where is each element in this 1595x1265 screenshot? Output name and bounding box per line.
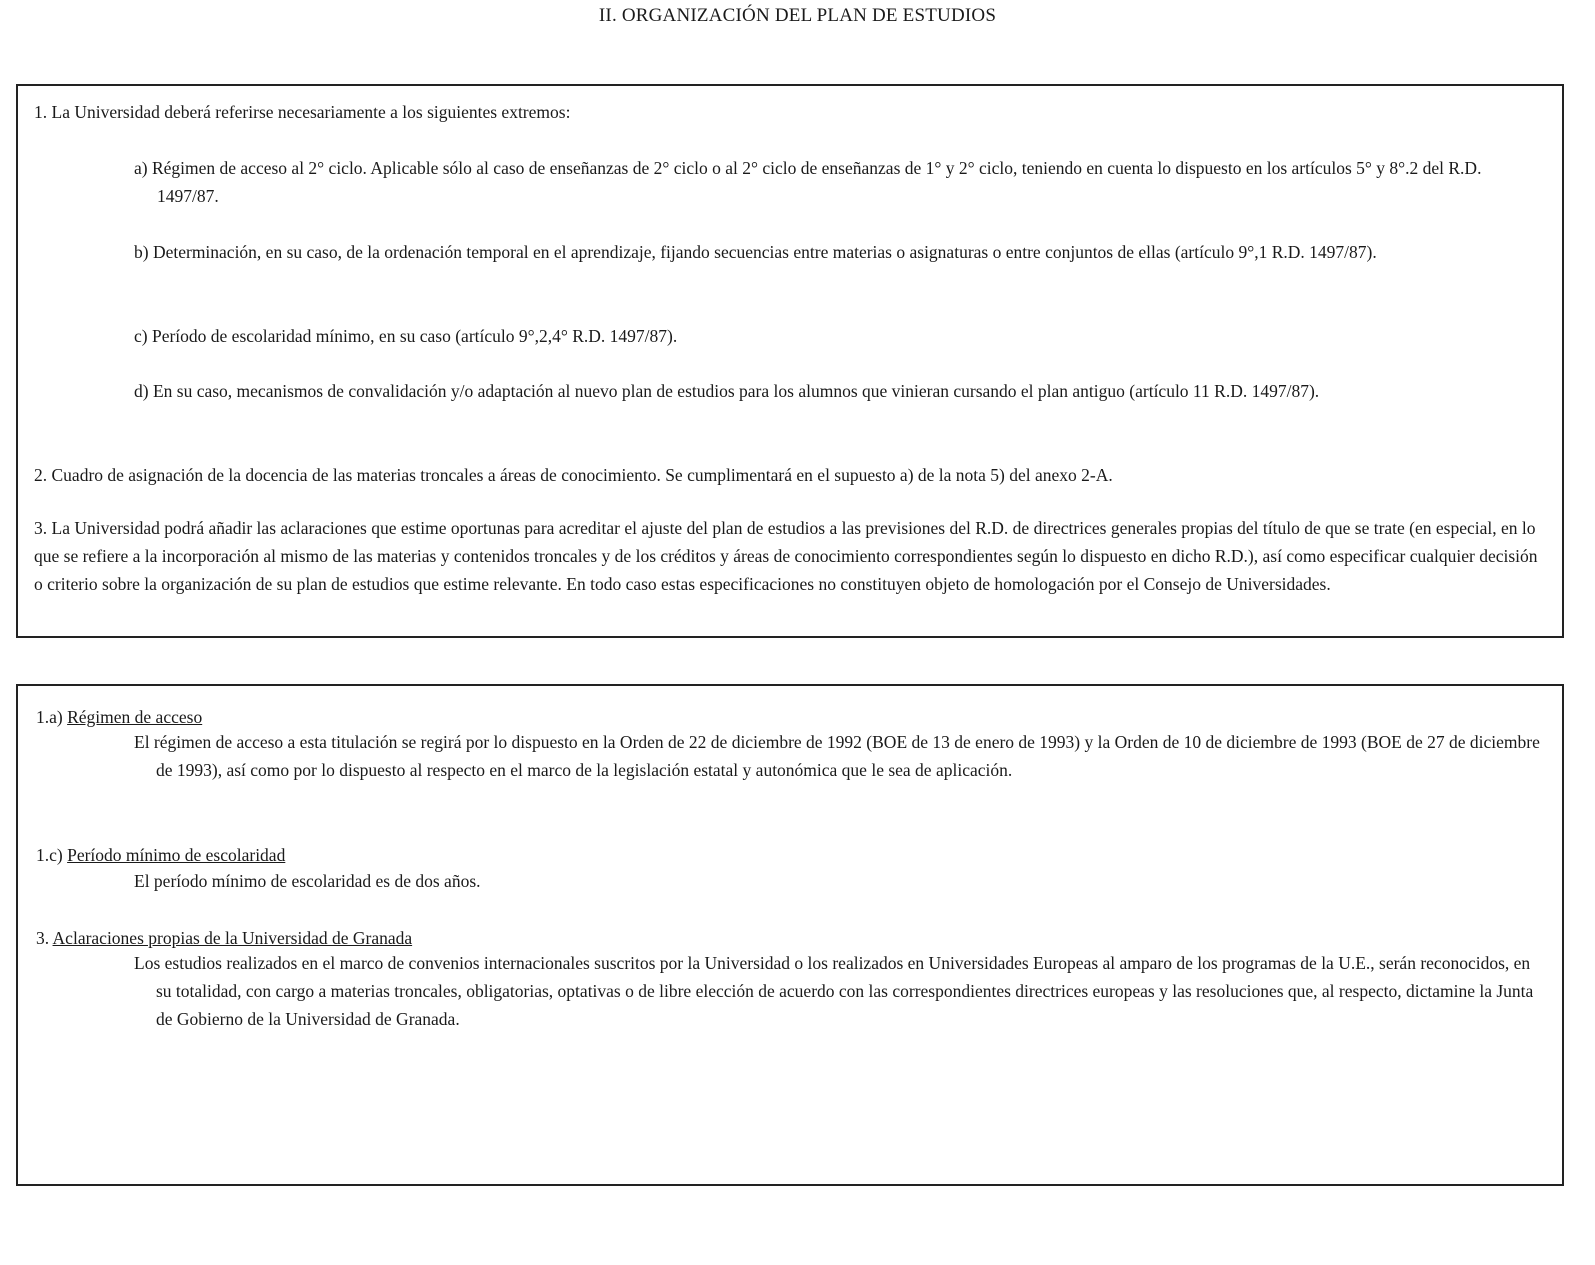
instruction-point-2: 2. Cuadro de asignación de la docencia de las materias troncales a áreas de conocimiento. Se cumplimentará en el supuesto a) de la nota 5) del anexo 2-A.	[34, 465, 1113, 485]
section-number: 3.	[36, 928, 50, 948]
section-title: Régimen de acceso	[67, 707, 203, 727]
section-number: 1.a)	[36, 707, 63, 727]
instructions-intro: 1. La Universidad deberá referirse necesariamente a los siguientes extremos:	[34, 102, 571, 122]
section-title: Período mínimo de escolaridad	[67, 845, 286, 865]
page-title: II. ORGANIZACIÓN DEL PLAN DE ESTUDIOS	[598, 5, 997, 26]
instruction-point-3: 3. La Universidad podrá añadir las aclaraciones que estime oportunas para acreditar el ajuste del plan de estudios a las previsiones del R.D. de directrices generales propias del título de que se trate (en especial, en lo que se refiere a la incorporación al mismo de las materias y contenidos troncales y de los créditos y áreas de conocimiento correspondientes según lo dispuesto en dicho R.D.), así como especificar cualquier decisión o criterio sobre la organización de su plan de estudios que estime relevante. En todo caso estas especificaciones no constituyen objeto de homologación por el Consejo de Universidades.	[34, 518, 1538, 594]
instruction-item-b: b) Determinación, en su caso, de la ordenación temporal en el aprendizaje, fijando secuencias entre materias o asignaturas o entre conjuntos de ellas (artículo 9°,1 R.D. 1497/87).	[134, 242, 1377, 262]
section-body-aclaraciones: Los estudios realizados en el marco de convenios internacionales suscritos por la Universidad o los realizados en Universidades Europeas al amparo de los programas de la U.E., serán reconocidos, en su totalidad, con cargo a materias troncales, obligatorias, optativas o de libre elección de acuerdo con las correspondientes directrices europeas y las resoluciones que, al respecto, dictamine la Junta de Gobierno de la Universidad de Granada.	[134, 953, 1534, 1029]
instruction-item-d: d) En su caso, mecanismos de convalidación y/o adaptación al nuevo plan de estudios para los alumnos que vinieran cursando el plan antiguo (artículo 11 R.D. 1497/87).	[134, 381, 1320, 401]
section-heading-aclaraciones	[36, 926, 412, 950]
section-title: Aclaraciones propias de la Universidad de Granada	[52, 928, 413, 948]
instruction-item-c: c) Período de escolaridad mínimo, en su caso (artículo 9°,2,4° R.D. 1497/87).	[134, 326, 678, 346]
section-heading-escolaridad	[36, 843, 285, 867]
section-body-escolaridad: El período mínimo de escolaridad es de dos años.	[134, 871, 481, 891]
section-number: 1.c)	[36, 845, 63, 865]
section-body-regimen: El régimen de acceso a esta titulación se regirá por lo dispuesto en la Orden de 22 de diciembre de 1992 (BOE de 13 de enero de 1993) y la Orden de 10 de diciembre de 1993 (BOE de 27 de diciembre de 1993), así como por lo dispuesto al respecto en el marco de la legislación estatal y autonómica que le sea de aplicación.	[134, 732, 1540, 780]
instruction-item-a: a) Régimen de acceso al 2° ciclo. Aplicable sólo al caso de enseñanzas de 2° ciclo o al 2° ciclo de enseñanzas de 1° y 2° ciclo, teniendo en cuenta lo dispuesto en los artículos 5° y 8°.2 del R.D. 1497/87.	[134, 158, 1482, 206]
section-heading-regimen	[36, 705, 202, 729]
